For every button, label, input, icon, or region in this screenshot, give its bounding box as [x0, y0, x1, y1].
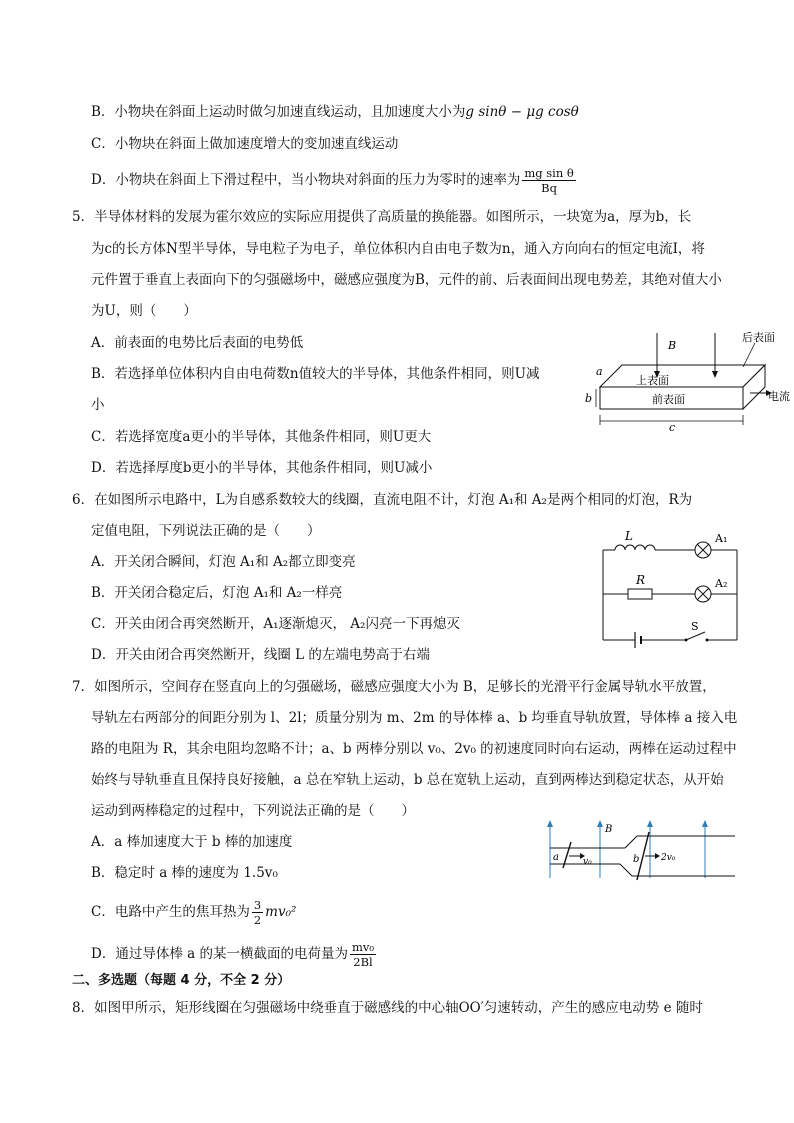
q6-option-b: B．开关闭合稳定后，灯泡 A₁和 A₂一样亮	[91, 585, 343, 601]
q4-option-b	[91, 103, 579, 121]
q4-option-b-text: B．小物块在斜面上运动时做匀加速直线运动，且加速度大小为	[91, 104, 466, 120]
q5-option-b-line-1: B．若选择单位体积内自由电荷数n值较大的半导体，其他条件相同，则U减	[91, 366, 540, 382]
label-back-face: 后表面	[742, 331, 775, 344]
q7-option-d-fraction	[350, 940, 376, 969]
q6-circuit-figure	[595, 530, 745, 645]
resistor-icon	[628, 589, 652, 599]
label-inductor: L	[625, 529, 633, 543]
slab-top-face	[600, 365, 765, 387]
q4-option-d-fraction	[522, 166, 576, 195]
rail-step-bottom	[620, 864, 632, 876]
q5-option-c: C．若选择宽度a更小的半导体，其他条件相同，则U更大	[91, 429, 432, 445]
label-front-face: 前表面	[652, 393, 685, 406]
q5-stem-line-1: 5．半导体材料的发展为霍尔效应的实际应用提供了高质量的换能器。如图所示，一块宽为a，厚为b，长	[72, 209, 692, 225]
q7-option-c	[91, 898, 296, 927]
label-current: 电流	[768, 390, 790, 403]
fraction-numerator: 3	[253, 898, 262, 912]
label-resistor: R	[636, 573, 646, 587]
label-b-field: B	[668, 339, 677, 352]
q4-option-d-text: D．小物块在斜面上下滑过程中，当小物块对斜面的压力为零时的速率为	[91, 172, 521, 188]
q5-option-a: A．前表面的电势比后表面的电势低	[91, 335, 304, 351]
q5-option-d: D．若选择厚度b更小的半导体，其他条件相同，则U减小	[91, 460, 433, 476]
q5-stem-line-4: 为U，则（ ）	[91, 303, 197, 319]
q4-option-b-formula: g sinθ − μg cosθ	[465, 104, 579, 120]
switch-blade	[686, 632, 705, 640]
label-switch: S	[691, 620, 699, 633]
q6-option-a: A．开关闭合瞬间，灯泡 A₁和 A₂都立即变亮	[91, 554, 356, 570]
label-length-c: c	[669, 421, 676, 434]
label-lamp-a2: A₂	[715, 577, 728, 590]
fraction-denominator: 2Bl	[353, 955, 373, 969]
rail-step-top	[625, 836, 637, 848]
fraction-denominator: 2	[253, 913, 262, 927]
field-arrowhead-2	[597, 820, 603, 827]
fraction-numerator: mv₀	[351, 940, 374, 954]
q7-rails-figure	[545, 818, 740, 888]
q5-option-b-line-2: 小	[91, 397, 105, 413]
q7-option-d	[91, 940, 378, 969]
q7-stem-line-3: 路的电阻为 R，其余电阻均忽略不计；a、b 两棒分别以 v₀、2v₀ 的初速度同时向右运动，两棒在运动过程中	[91, 741, 737, 757]
label-thickness-b: b	[585, 392, 593, 405]
field-arrowhead-3	[647, 820, 653, 827]
q7-option-c-text: C．电路中产生的焦耳热为	[91, 904, 250, 920]
label-width-a: a	[596, 365, 603, 378]
back-face-pointer	[743, 343, 755, 367]
section-title-multiple-choice: 二、多选题（每题 4 分，不全 2 分）	[72, 973, 291, 988]
q7-stem-line-5: 运动到两棒稳定的过程中，下列说法正确的是（ ）	[91, 803, 415, 819]
label-velocity-b: 2v₀	[661, 853, 676, 863]
fraction-denominator: Bq	[541, 181, 557, 195]
fraction-numerator: mg sin θ	[524, 166, 574, 180]
q5-hall-slab-figure	[580, 325, 794, 435]
q4-option-c: C．小物块在斜面上做加速度增大的变加速直线运动	[91, 136, 399, 152]
q6-stem-line-1: 6．在如图所示电路中，L为自感系数较大的线圈，直流电阻不计，灯泡 A₁和 A₂是两个相同的灯泡，R为	[72, 492, 693, 508]
q5-stem-line-3: 元件置于垂直上表面向下的匀强磁场中，磁感应强度为B，元件的前、后表面间出现电势差，其绝对值大小	[91, 272, 722, 288]
q7-stem-line-2: 导轨左右两部分的间距分别为 l、2l；质量分别为 m、2m 的导体棒 a、b 均垂直导轨放置，导体棒 a 接入电	[91, 710, 738, 726]
q7-stem-line-4: 始终与导轨垂直且保持良好接触，a 总在窄轨上运动，b 总在宽轨上运动，直到两棒达到稳定状态，从开始	[91, 772, 724, 788]
q4-option-d	[91, 166, 578, 195]
q7-stem-line-1: 7．如图所示，空间存在竖直向上的匀强磁场，磁感应强度大小为 B，足够长的光滑平行金属导轨水平放置，	[72, 679, 716, 695]
q6-option-d: D．开关由闭合再突然断开，线圈 L 的左端电势高于右端	[91, 647, 430, 663]
label-rod-b: b	[633, 854, 640, 865]
label-velocity-a: v₀	[583, 857, 592, 867]
velocity-arrowhead-b	[655, 853, 660, 859]
q7-option-d-text: D．通过导体棒 a 的某一横截面的电荷量为	[91, 946, 348, 962]
q7-option-c-formula: mv₀²	[265, 904, 297, 920]
label-lamp-a1: A₁	[715, 532, 728, 545]
q5-stem-line-2: 为c的长方体N型半导体，导电粒子为电子，单位体积内自由电子数为n，通入方向向右的恒定电流I，将	[91, 241, 705, 257]
q7-option-a: A．a 棒加速度大于 b 棒的加速度	[91, 834, 293, 850]
label-top-face: 上表面	[636, 374, 669, 387]
inductor-coil	[615, 545, 655, 550]
label-b-field: B	[605, 824, 613, 835]
q7-option-c-fraction	[252, 898, 263, 927]
q8-stem-line-1: 8．如图甲所示，矩形线圈在匀强磁场中绕垂直于磁感线的中心轴OO′匀速转动，产生的感应电动势 e 随时	[72, 1000, 703, 1016]
q6-stem-line-2: 定值电阻，下列说法正确的是（ ）	[91, 523, 321, 539]
label-rod-a: a	[553, 852, 559, 863]
field-arrowhead-4	[702, 820, 708, 827]
q7-option-b: B．稳定时 a 棒的速度为 1.5v₀	[91, 865, 278, 881]
q6-option-c: C．开关由闭合再突然断开，A₁逐渐熄灭， A₂闪亮一下再熄灭	[91, 616, 460, 632]
